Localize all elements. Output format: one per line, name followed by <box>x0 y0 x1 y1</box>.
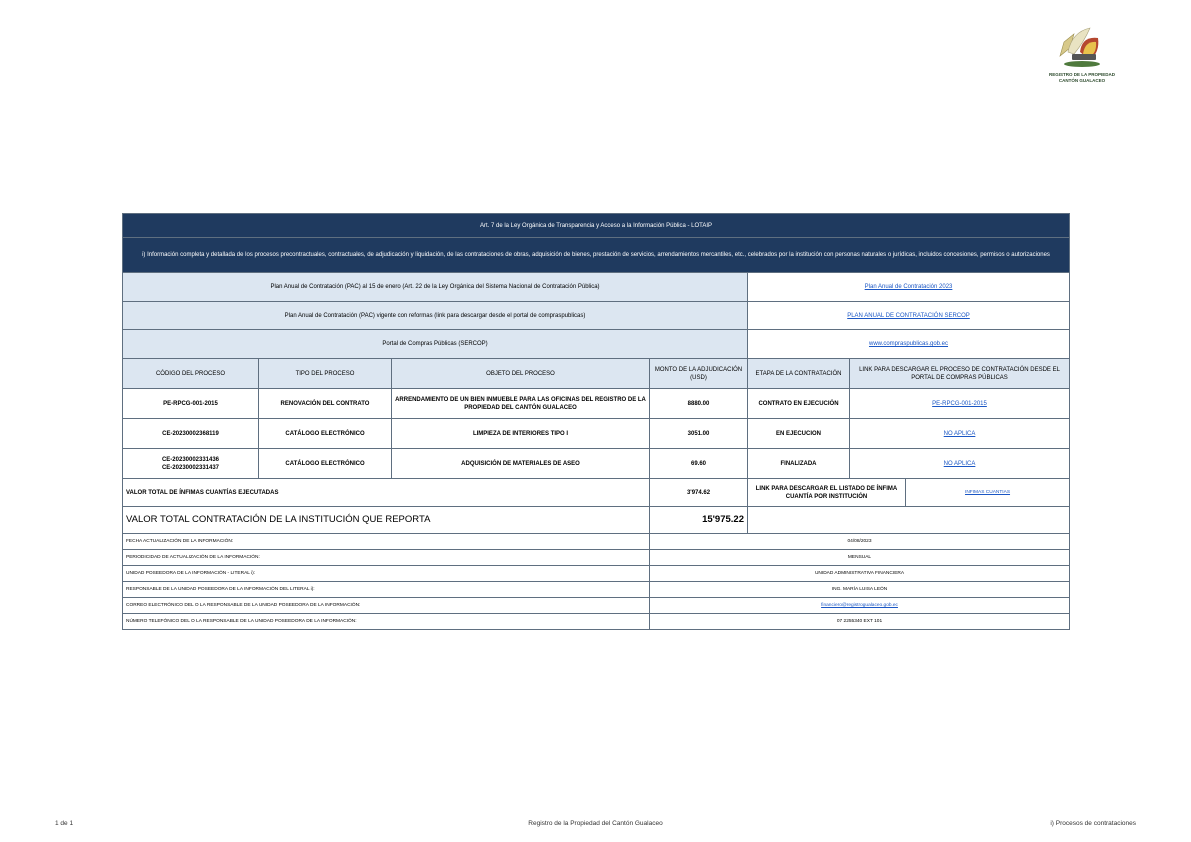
infimas-label: VALOR TOTAL DE ÍNFIMAS CUANTÍAS EJECUTADAS <box>123 479 650 507</box>
total-empty-cell <box>748 507 1070 534</box>
process-type: CATÁLOGO ELECTRÓNICO <box>259 419 392 449</box>
footer-center: Registro de la Propiedad del Cantón Gualaceo <box>528 820 663 827</box>
footer-right: i) Procesos de contrataciones <box>1050 820 1136 827</box>
table-row <box>123 389 1070 419</box>
info-label: PERIODICIDAD DE ACTUALIZACIÓN DE LA INFORMACIÓN: <box>123 550 650 566</box>
lotaip-title: Art. 7 de la Ley Orgánica de Transparencia y Acceso a la Información Pública - LOTAIP <box>123 214 1070 238</box>
process-amount: 69.60 <box>650 449 748 479</box>
pac-row <box>123 273 1070 302</box>
column-header: TIPO DEL PROCESO <box>259 359 392 389</box>
logo-caption-line2: CANTÓN GUALACEO <box>1058 78 1106 83</box>
process-code-line: CE-20230002331437 <box>161 464 220 471</box>
literal-description-row <box>123 238 1070 273</box>
process-stage: FINALIZADA <box>748 449 850 479</box>
info-value: UNIDAD ADMINISTRATIVA FINANCIERA <box>650 566 1070 582</box>
info-value: MENSUAL <box>650 550 1070 566</box>
process-object: ARRENDAMIENTO DE UN BIEN INMUEBLE PARA LAS OFICINAS DEL REGISTRO DE LA PROPIEDAD DEL CANTÓN GUALACEO <box>392 389 650 419</box>
info-row <box>123 550 1070 566</box>
process-stage: CONTRATO EN EJECUCIÓN <box>748 389 850 419</box>
info-label: UNIDAD POSEEDORA DE LA INFORMACIÓN - LITERAL i): <box>123 566 650 582</box>
info-row <box>123 614 1070 630</box>
total-label: VALOR TOTAL CONTRATACIÓN DE LA INSTITUCIÓN QUE REPORTA <box>123 507 650 534</box>
infimas-link-label: LINK PARA DESCARGAR EL LISTADO DE ÍNFIMA CUANTÍA POR INSTITUCIÓN <box>748 479 906 507</box>
sercop-portal-link[interactable]: www.compraspublicas.gob.ec <box>868 341 949 347</box>
column-header-row <box>123 359 1070 389</box>
table-row <box>123 449 1070 479</box>
process-code: CE-20230002368119 <box>123 419 259 449</box>
table-row <box>123 419 1070 449</box>
pac-reformas-row <box>123 302 1070 330</box>
column-header: LINK PARA DESCARGAR EL PROCESO DE CONTRATACIÓN DESDE EL PORTAL DE COMPRAS PÚBLICAS <box>850 359 1070 389</box>
sercop-row <box>123 330 1070 359</box>
pac-link[interactable]: Plan Anual de Contratación 2023 <box>864 284 953 290</box>
infimas-link[interactable]: INFIMAS CUANTIAS <box>964 490 1011 495</box>
process-object: ADQUISICIÓN DE MATERIALES DE ASEO <box>392 449 650 479</box>
process-type: CATÁLOGO ELECTRÓNICO <box>259 449 392 479</box>
pac-reformas-label: Plan Anual de Contratación (PAC) vigente con reformas (link para descargar desde el portal de compraspublicas) <box>123 302 748 330</box>
process-code: PE-RPCG-001-2015 <box>123 389 259 419</box>
info-row <box>123 582 1070 598</box>
literal-description: i) Información completa y detallada de los procesos precontractuales, contractuales, de adjudicación y liquidación, de las contrataciones de obras, adquisición de bienes, prestación de servicios, arrendamientos mercantiles, etc., celebrados por la institución con personas naturales o jurídicas, incluidos concesiones, permisos o autorizaciones <box>123 238 1070 273</box>
process-code <box>123 449 259 479</box>
info-row <box>123 534 1070 550</box>
info-label: FECHA ACTUALIZACIÓN DE LA INFORMACIÓN: <box>123 534 650 550</box>
process-amount: 3051.00 <box>650 419 748 449</box>
process-link[interactable]: PE-RPCG-001-2015 <box>932 400 987 407</box>
process-link[interactable]: NO APLICA <box>943 430 976 437</box>
column-header: ETAPA DE LA CONTRATACIÓN <box>748 359 850 389</box>
process-code-line: CE-20230002331436 <box>161 456 220 463</box>
info-row <box>123 598 1070 614</box>
process-type: RENOVACIÓN DEL CONTRATO <box>259 389 392 419</box>
column-header: MONTO DE LA ADJUDICACIÓN (USD) <box>650 359 748 389</box>
pac-sercop-link[interactable]: PLAN ANUAL DE CONTRATACIÓN SERCOP <box>847 312 970 319</box>
process-link[interactable]: NO APLICA <box>943 460 976 467</box>
lotaip-title-row <box>123 214 1070 238</box>
info-value: 07 2255340 EXT 101 <box>650 614 1070 630</box>
logo-caption-line1: REGISTRO DE LA PROPIEDAD <box>1048 72 1116 77</box>
lotaip-table <box>122 213 1070 630</box>
info-row <box>123 566 1070 582</box>
total-row <box>123 507 1070 534</box>
pac-label: Plan Anual de Contratación (PAC) al 15 de enero (Art. 22 de la Ley Orgánica del Sistema Nacional de Contratación Pública) <box>123 273 748 302</box>
sercop-label: Portal de Compras Públicas (SERCOP) <box>123 330 748 359</box>
info-label: NÚMERO TELEFÓNICO DEL O LA RESPONSABLE DE LA UNIDAD POSEEDORA DE LA INFORMACIÓN: <box>123 614 650 630</box>
process-object: LIMPIEZA DE INTERIORES TIPO I <box>392 419 650 449</box>
info-value: 04/08/2023 <box>650 534 1070 550</box>
logo-caption <box>1040 72 1124 84</box>
infimas-row <box>123 479 1070 507</box>
footer-page-number: 1 de 1 <box>55 820 74 827</box>
infimas-value: 3'974.62 <box>650 479 748 507</box>
info-label: RESPONSABLE DE LA UNIDAD POSEEDORA DE LA INFORMACIÓN DEL LITERAL i): <box>123 582 650 598</box>
info-value: ING. MARÍA LUISA LEÓN <box>650 582 1070 598</box>
process-amount: 8880.00 <box>650 389 748 419</box>
email-link[interactable]: financiero@registrogualaceo.gob.ec <box>821 602 898 608</box>
column-header: OBJETO DEL PROCESO <box>392 359 650 389</box>
process-stage: EN EJECUCION <box>748 419 850 449</box>
info-label: CORREO ELECTRÓNICO DEL O LA RESPONSABLE DE LA UNIDAD POSEEDORA DE LA INFORMACIÓN: <box>123 598 650 614</box>
column-header: CÓDIGO DEL PROCESO <box>123 359 259 389</box>
total-value: 15'975.22 <box>650 507 748 534</box>
